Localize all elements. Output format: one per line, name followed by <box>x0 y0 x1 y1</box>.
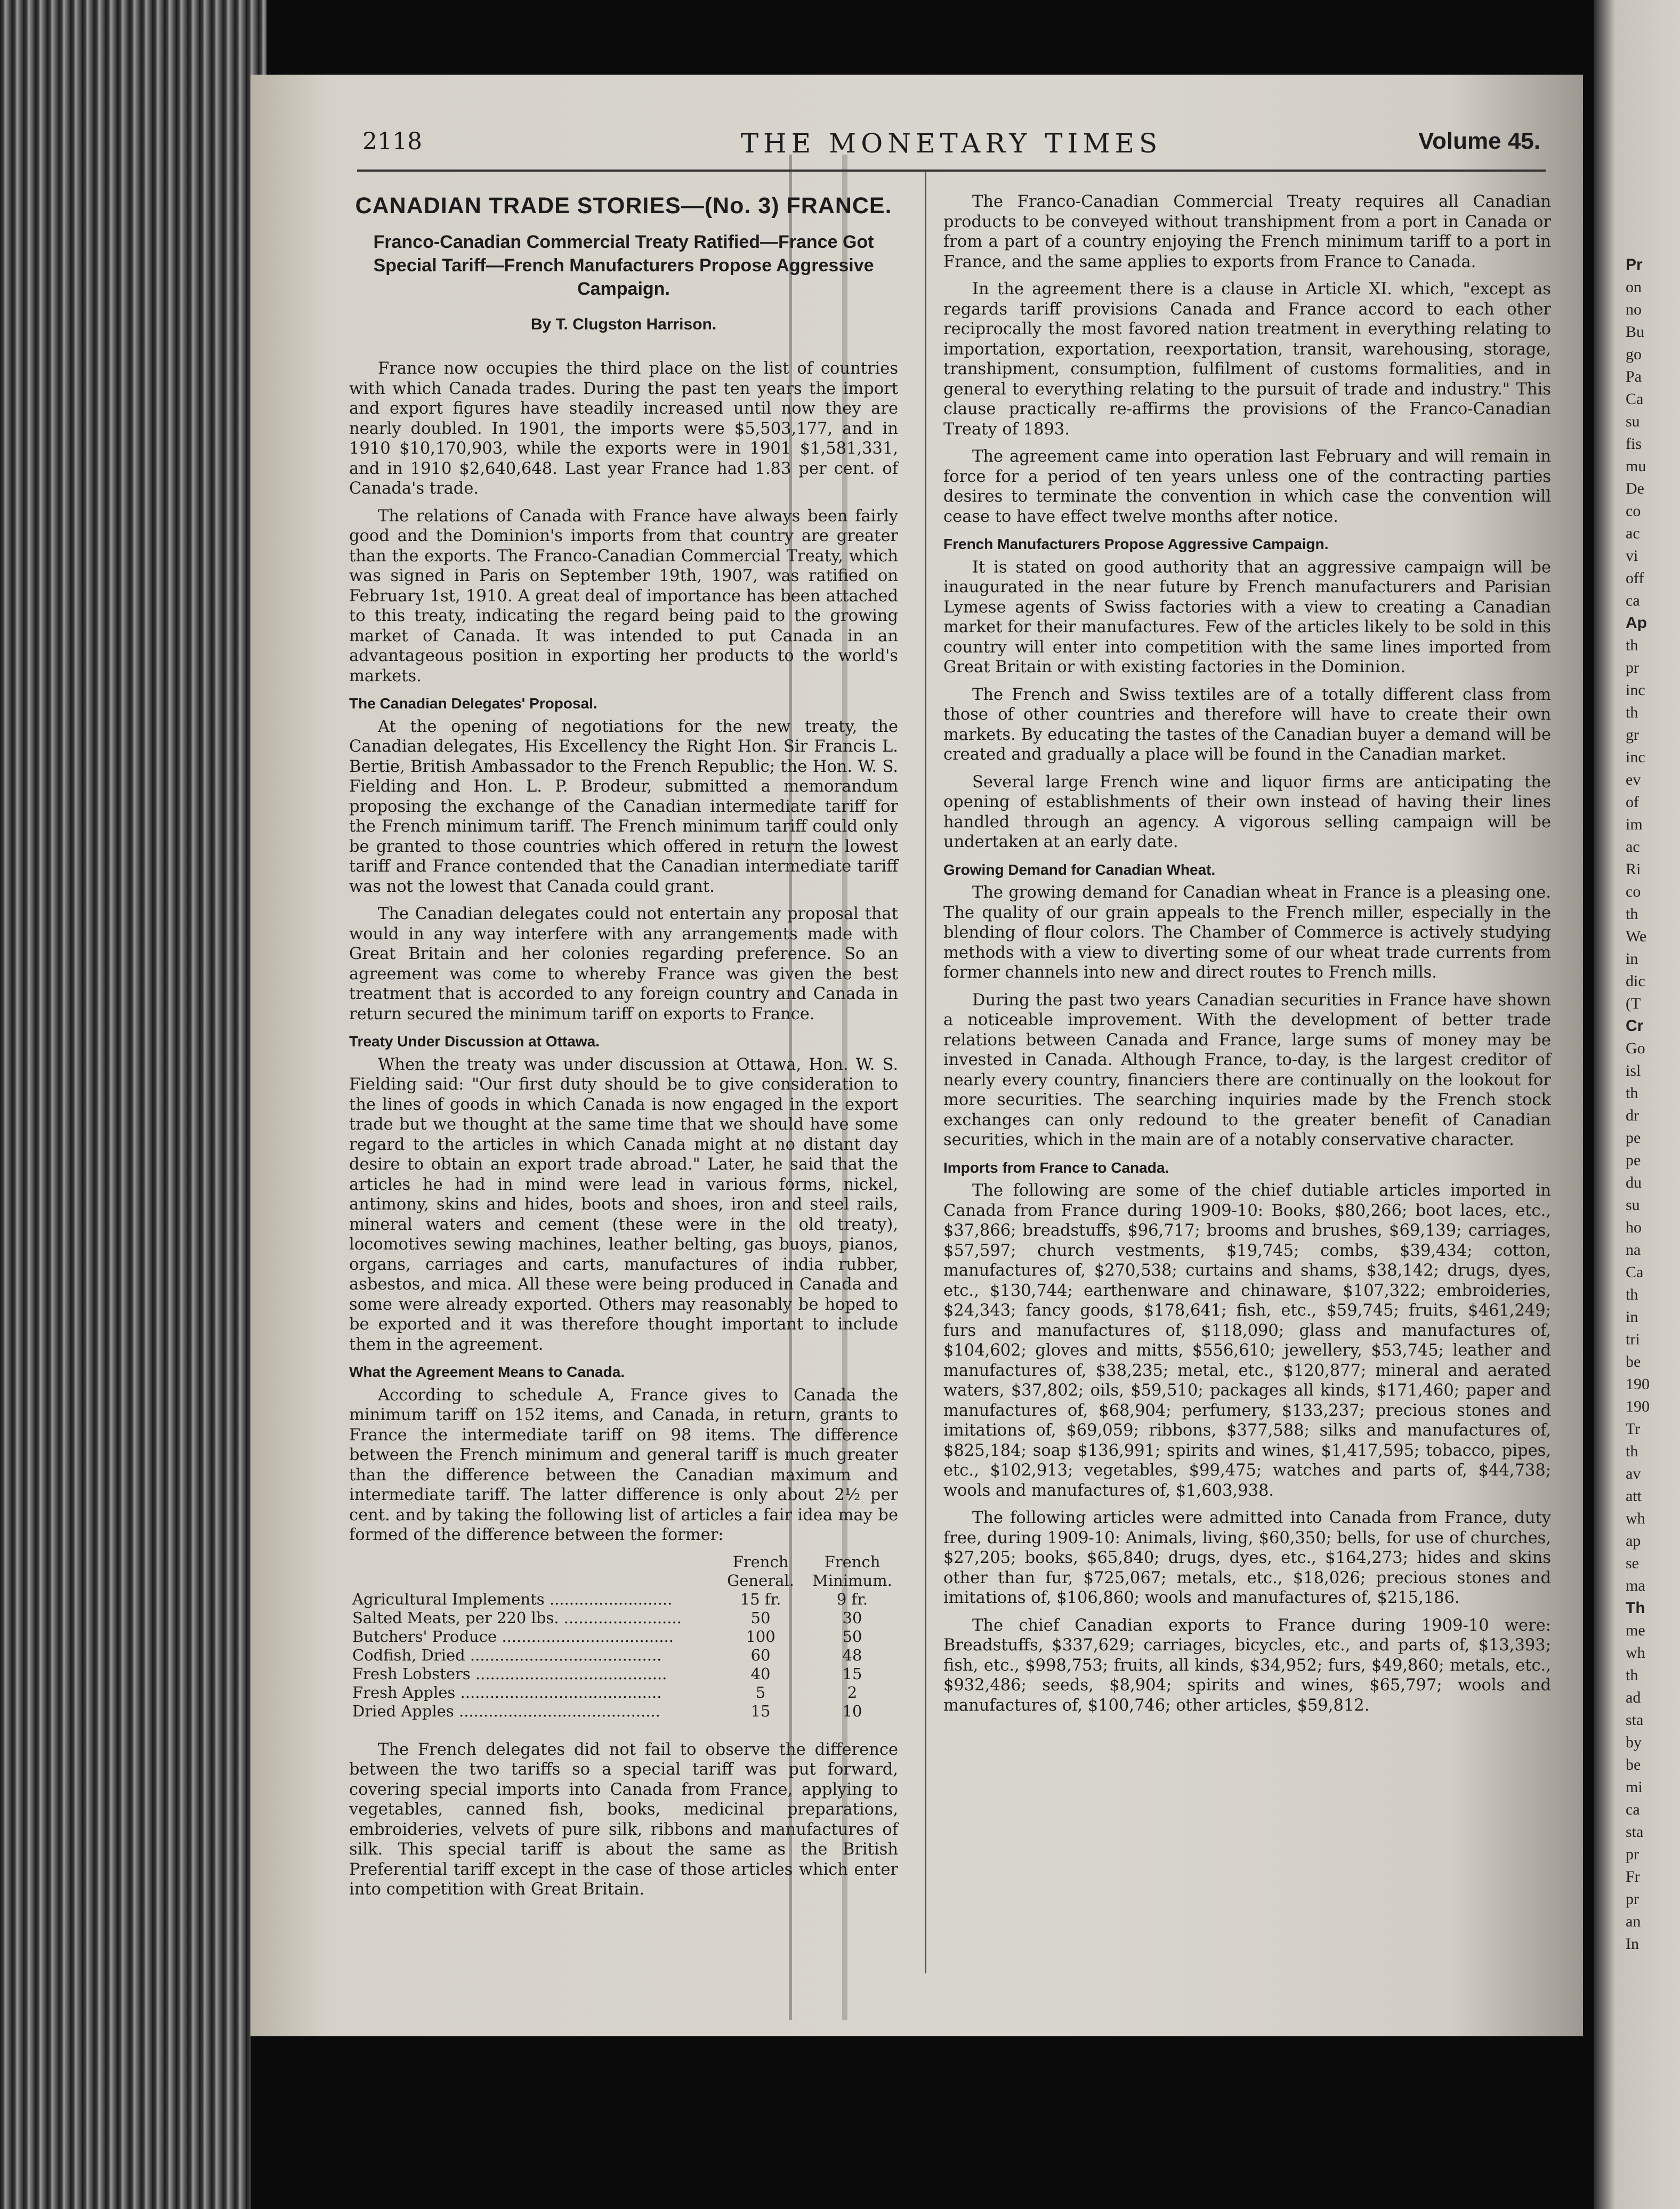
facing-page-fragment: 190 <box>1626 1375 1650 1393</box>
table-row <box>349 1627 898 1646</box>
facing-page-fragment: ca <box>1626 592 1640 609</box>
section-heading: The Canadian Delegates' Proposal. <box>349 695 597 712</box>
paragraph: During the past two years Canadian securities in France have shown a noticeable improvement. With the development of better trade relations between Canada and France, large sums of money may be invested in Canada. Although France, to-day, is the largest creditor of nearly every country, financiers there are continually on the lookout for more securities. The searching inquiries made by the French stock exchanges can only redound to the greater benefit of Canadian securities, which in the main are of a notably conservative character. <box>943 990 1551 1149</box>
paragraph: The Franco-Canadian Commercial Treaty requires all Canadian products to be conveyed without transhipment from a port in Canada or from a part of a country enjoying the French minimum tariff to a port in France, and the same applies to exports from France to Canada. <box>943 192 1551 271</box>
facing-page-fragment: tri <box>1626 1331 1640 1348</box>
table-row <box>349 1665 898 1683</box>
facing-page-fragment: Ca <box>1626 390 1644 408</box>
facing-page-fragment: Pa <box>1626 368 1642 385</box>
article-byline: By T. Clugston Harrison. <box>530 315 717 333</box>
table-row <box>349 1683 898 1702</box>
facing-page-fragment: off <box>1626 569 1644 587</box>
facing-page-fragment: av <box>1626 1465 1641 1482</box>
newspaper-page <box>251 75 1583 2036</box>
paragraph: The Canadian delegates could not entertain any proposal that would in any way interfere with any arrangements made with Great Britain and her colonies regarding preference. So an agreement was come to whereby France was given the best treatment that is accorded to any foreign country and Canada in return secured the minimum tariff on exports to France. <box>349 905 898 1023</box>
page-number: 2118 <box>362 128 422 155</box>
facing-page-fragment: th <box>1626 704 1638 721</box>
item-cell: Dried Apples ......................................... <box>352 1702 660 1720</box>
facing-page-fragment: th <box>1626 1666 1638 1684</box>
minimum-cell: 9 fr. <box>836 1590 868 1608</box>
general-cell: 50 <box>750 1608 771 1627</box>
paragraph: At the opening of negotiations for the new treaty, the Canadian delegates, His Excellency the Right Hon. Sir Francis L. Bertie, British Ambassador to the French Republic; the Hon. W. S. Fielding and Hon. L. P. Brodeur, submitted a memorandum proposing the exchange of the Canadian intermediate tariff for the French minimum tariff. The French minimum tariff could only be granted to those countries which offered in return the lowest tariff and France contended that the Canadian intermediate tariff was not the lowest that Canada could grant. <box>349 717 898 896</box>
facing-page-fragment: im <box>1626 816 1643 833</box>
facing-page-fragment: me <box>1626 1622 1645 1639</box>
facing-page-fragment: att <box>1626 1487 1642 1505</box>
section-heading: Imports from France to Canada. <box>943 1159 1169 1176</box>
facing-page-fragment: ac <box>1626 838 1640 856</box>
paragraph: France now occupies the third place on the list of countries with which Canada trades. During the past ten years the import and export figures have steadily increased until now they are nearly doubled. In 1901, the imports were $5,503,177, and in 1910 $10,170,903, while the exports were in 1901 $1,581,331, and in 1910 $2,640,648. Last year France had 1.83 per cent. of Canada's trade. <box>349 359 898 498</box>
facing-page-fragment: sta <box>1626 1823 1644 1841</box>
facing-page-fragment: We <box>1626 928 1647 945</box>
facing-page-fragment: du <box>1626 1174 1642 1191</box>
facing-page-fragment: be <box>1626 1756 1641 1773</box>
paragraph: It is stated on good authority that an aggressive campaign will be inaugurated in the near future by French manufacturers and Parisian Lymese agents of Swiss factories with a view to creating a Canadian market for their manufactures. Few of the articles likely to be sold in this country will enter into competition with the same lines imported from Great Britain or with existing factories in the Dominion. <box>943 558 1551 676</box>
facing-page-fragment: Tr <box>1626 1420 1641 1438</box>
facing-page-fragment: Pr <box>1626 256 1643 273</box>
paragraph: The following articles were admitted into Canada from France, duty free, during 1909-10: Animals, living, $60,350; bells, for use of churches, $27,205; books, $65,840; drugs, dyes, etc., $164,273; hides and skins other than fur, $725,067; metals, etc., $18,026; precious stones and imitations of, $106,860; wools and manufactures of, $215,186. <box>943 1509 1551 1607</box>
facing-page-fragment: sta <box>1626 1711 1644 1729</box>
facing-page-fragment: su <box>1626 413 1640 430</box>
facing-page-fragment: pe <box>1626 1151 1641 1169</box>
facing-page-fragment: ap <box>1626 1532 1641 1550</box>
facing-page-fragment: on <box>1626 278 1642 296</box>
facing-page-fragment: pr <box>1626 1890 1639 1908</box>
facing-page-fragment: ac <box>1626 525 1640 542</box>
facing-page-fragment: Ca <box>1626 1263 1644 1281</box>
facing-page-fragment: no <box>1626 301 1642 318</box>
minimum-cell: 30 <box>842 1608 862 1627</box>
facing-page-fragment: In <box>1626 1935 1639 1953</box>
paragraph: The chief Canadian exports to France during 1909-10 were: Breadstuffs, $337,629; carriages, bicycles, etc., and parts of, $13,393; fish, etc., $998,753; fruits, all kinds, $34,952; furs, $49,860; metals, etc., $932,486; seeds, $8,904; spirits and wines, $65,797; wools and manufactures of, $100,746; other articles, $59,812. <box>943 1616 1551 1715</box>
facing-page-fragment: gr <box>1626 726 1639 744</box>
item-cell: Fresh Lobsters ....................................... <box>352 1664 667 1683</box>
section-heading: What the Agreement Means to Canada. <box>349 1364 625 1380</box>
facing-page-fragment: Bu <box>1626 323 1645 341</box>
table-row <box>349 1590 898 1609</box>
facing-page-fragment: th <box>1626 636 1638 654</box>
paragraph: In the agreement there is a clause in Article XI. which, "except as regards tariff provisions Canada and France accord to each other reciprocally the most favored nation treatment in everything relating to importation, exportation, reexportation, transit, warehousing, storage, transhipment, consumption, fulfilment of customs formalities, and in general to everything relating to the pursuit of trade and industry." This clause practically re-affirms the provisions of the Franco-Canadian Treaty of 1893. <box>943 280 1551 439</box>
facing-page-fragment: Ri <box>1626 860 1641 878</box>
facing-page-fragment: wh <box>1626 1510 1645 1527</box>
facing-page-fragment: in <box>1626 950 1638 968</box>
general-cell: 15 <box>750 1702 771 1720</box>
item-cell: Fresh Apples ......................................... <box>352 1683 662 1702</box>
item-cell: Codfish, Dried ....................................... <box>352 1646 662 1664</box>
facing-page-fragment: vi <box>1626 547 1638 565</box>
general-cell: 5 <box>755 1683 766 1702</box>
facing-page-fragment: by <box>1626 1734 1642 1751</box>
minimum-cell: 48 <box>842 1646 862 1664</box>
facing-page-fragment: of <box>1626 793 1639 811</box>
general-cell: 60 <box>750 1646 771 1664</box>
facing-page-fragment: dic <box>1626 972 1645 990</box>
facing-page-fragment: wh <box>1626 1644 1645 1662</box>
facing-page-fragment: an <box>1626 1913 1641 1930</box>
section-heading: Growing Demand for Canadian Wheat. <box>943 861 1216 878</box>
paragraph: The growing demand for Canadian wheat in France is a pleasing one. The quality of our grain appeals to the French miller, especially in the blending of flour colors. The Chamber of Commerce is actively studying methods with a view to diverting some of our wheat trade currents from former channels into new and direct routes to French mills. <box>943 883 1551 982</box>
facing-page-fragment: ca <box>1626 1801 1640 1818</box>
table-row <box>349 1646 898 1665</box>
facing-page-fragment: Cr <box>1626 1017 1644 1035</box>
article-headline: CANADIAN TRADE STORIES—(No. 3) FRANCE. <box>355 193 892 219</box>
table-row <box>349 1702 898 1721</box>
facing-page-fragment: mu <box>1626 457 1646 475</box>
tariff-table <box>349 1553 898 1721</box>
minimum-cell: 10 <box>842 1702 862 1720</box>
table-header-item <box>349 1553 715 1590</box>
facing-page-fragment: inc <box>1626 748 1645 766</box>
paragraph: The agreement came into operation last February and will remain in force for a period of ten years unless one of the contracting parties desires to terminate the convention in which case the convention will cease to have effect twelve months after notice. <box>943 447 1551 526</box>
facing-page-fragment: ad <box>1626 1689 1641 1706</box>
general-cell: 15 fr. <box>740 1590 781 1608</box>
facing-page-fragment: mi <box>1626 1778 1643 1796</box>
book-page-edges <box>0 0 266 2209</box>
paragraph: Several large French wine and liquor firms are anticipating the opening of establishments of their own instead of having their lines handled through an agency. A vigorous selling campaign will be undertaken at an early date. <box>943 772 1551 851</box>
column-right <box>943 187 1551 1723</box>
facing-page-fragment: Th <box>1626 1599 1645 1617</box>
table-header-general: French General. <box>727 1552 794 1590</box>
paragraph: The French delegates did not fail to observe the difference between the two tariffs so a special tariff was put forward, covering special imports into Canada from France, applying to vegetables, canned fish, books, medicinal preparations, embroideries, velvets of pure silk, ribbons and manufactures of silk. This special tariff is about the same as the British Preferential tariff except in the case of those articles which enter into competition with Great Britain. <box>349 1740 898 1899</box>
article-deck: Franco-Canadian Commercial Treaty Ratified—France Got Special Tariff—French Manufacturers Propose Aggressive Campaign. <box>373 231 874 299</box>
facing-page-fragment: co <box>1626 502 1641 520</box>
paragraph: When the treaty was under discussion at Ottawa, Hon. W. S. Fielding said: "Our first duty should be to give consideration to the lines of goods in which Canada is now engaged in the export trade but we thought at the same time that we should have some regard to the articles in which Canada might at no distant day desire to obtain an export trade abroad." Later, he said that the articles he had in mind were lead in various forms, nickel, antimony, skins and hides, boots and shoes, iron and steel rails, mineral waters and cement (these were in the old treaty), locomotives sewing machines, leather belting, gas buoys, pianos, organs, carriages and carts, manufactures of india rubber, asbestos, and mica. All these were being produced in Canada and some were already exported. Others may reasonably be hoped to be exported and it was therefore thought important to include them in the agreement. <box>349 1055 898 1354</box>
facing-page-fragment: th <box>1626 1084 1638 1102</box>
facing-page-fragment: Ap <box>1626 614 1647 632</box>
facing-page-fragment: na <box>1626 1241 1641 1259</box>
facing-page-fragment: th <box>1626 905 1638 923</box>
facing-page-fragment: be <box>1626 1353 1641 1370</box>
paragraph: According to schedule A, France gives to Canada the minimum tariff on 152 items, and Canada, in return, grants to France the intermediate tariff on 98 items. The difference between the French minimum and general tariff is much greater than the difference between the Canadian maximum and intermediate tariff. The latter difference is only about 2½ per cent. and by taking the following list of articles a fair idea may be formed of the difference between the former: <box>349 1385 898 1544</box>
facing-page-fragment: in <box>1626 1308 1638 1326</box>
facing-page-fragment: pr <box>1626 659 1639 676</box>
column-left <box>349 187 898 1907</box>
general-cell: 100 <box>746 1627 776 1646</box>
facing-page-fragment: ma <box>1626 1577 1645 1594</box>
facing-page-fragment: ho <box>1626 1219 1642 1236</box>
publication-title: THE MONETARY TIMES <box>740 128 1162 159</box>
facing-page-fragment: isl <box>1626 1062 1641 1079</box>
minimum-cell: 15 <box>842 1664 862 1683</box>
paragraph: The relations of Canada with France have always been fairly good and the Dominion's imports from that country are greater than the exports. The Franco-Canadian Commercial Treaty, which was signed in Paris on September 19th, 1907, was ratified on February 1st, 1910. A great deal of importance has been attached to this treaty, indicating the regard being paid to the growing market of Canada. It was intended to put Canada in an advantageous position in exporting her products to the world's markets. <box>349 506 898 686</box>
paragraph: The French and Swiss textiles are of a totally different class from those of other countries and therefore will have to create their own markets. By educating the tastes of the Canadian buyer a demand will be created and gradually a place will be found in the Canadian market. <box>943 685 1551 764</box>
page-header <box>362 128 1540 165</box>
facing-page-fragment: pr <box>1626 1845 1639 1863</box>
facing-page-fragment: Fr <box>1626 1868 1640 1885</box>
facing-page-fragment: Go <box>1626 1039 1645 1057</box>
minimum-cell: 50 <box>842 1627 862 1646</box>
facing-page-fragment: De <box>1626 480 1644 497</box>
facing-page-fragment: su <box>1626 1196 1640 1214</box>
paragraph: The following are some of the chief dutiable articles imported in Canada from France during 1909-10: Books, $80,266; boot laces, etc., $37,866; breadstuffs, $96,717; brooms and brushes, $69,139; carriages, $57,597; church vestments, $19,745; combs, $39,434; cotton, manufactures of, $270,538; curtains and shams, $38,142; drugs, dyes, etc., $130,744; earthenware and chinaware, $107,322; embroideries, $24,343; fancy goods, $178,641; fish, etc., $59,745; fruits, $461,249; furs and manufactures of, $118,090; glass and manufactures of, $104,602; gloves and mitts, $556,610; jewellery, $53,745; leather and manufactures of, $38,235; metal, etc., $120,877; mineral and aerated waters, $37,802; oils, $59,510; packages all kinds, $171,460; paper and manufactures of, $68,904; perfumery, $133,237; precious stones and imitations of, $69,059; ribbons, $377,588; silks and manufactures of, $825,184; soap $136,991; spirits and wines, $1,417,595; tobacco, pipes, etc., $102,913; vegetables, $99,475; watches and parts of, $44,738; wools and manufactures of, $1,603,938. <box>943 1181 1551 1500</box>
item-cell: Salted Meats, per 220 lbs. ........................ <box>352 1608 682 1627</box>
item-cell: Agricultural Implements ......................... <box>352 1590 673 1608</box>
minimum-cell: 2 <box>847 1683 858 1702</box>
facing-page-fragment: go <box>1626 345 1642 363</box>
table-header-minimum: French Minimum. <box>812 1552 892 1590</box>
table-row <box>349 1609 898 1627</box>
volume-label: Volume 45. <box>1418 128 1540 154</box>
facing-page-fragment: fis <box>1626 435 1642 453</box>
facing-page-fragment: th <box>1626 1442 1638 1460</box>
facing-page-fragment: co <box>1626 883 1641 900</box>
facing-page-fragment: dr <box>1626 1107 1639 1124</box>
facing-page-fragment: 190 <box>1626 1398 1650 1415</box>
item-cell: Butchers' Produce ................................... <box>352 1627 674 1646</box>
facing-page-edge <box>1594 0 1680 2209</box>
section-heading: French Manufacturers Propose Aggressive Campaign. <box>943 536 1329 552</box>
facing-page-fragment: ev <box>1626 771 1641 788</box>
column-rule <box>925 172 926 1973</box>
facing-page-fragment: se <box>1626 1554 1639 1572</box>
facing-page-fragment: inc <box>1626 681 1645 699</box>
section-heading: Treaty Under Discussion at Ottawa. <box>349 1033 600 1050</box>
scan-shadow <box>251 2036 1594 2209</box>
facing-page-fragment: th <box>1626 1286 1638 1303</box>
facing-page-fragment: pe <box>1626 1129 1641 1147</box>
general-cell: 40 <box>750 1664 771 1683</box>
header-rule <box>357 170 1546 172</box>
facing-page-fragment: (T <box>1626 995 1641 1012</box>
